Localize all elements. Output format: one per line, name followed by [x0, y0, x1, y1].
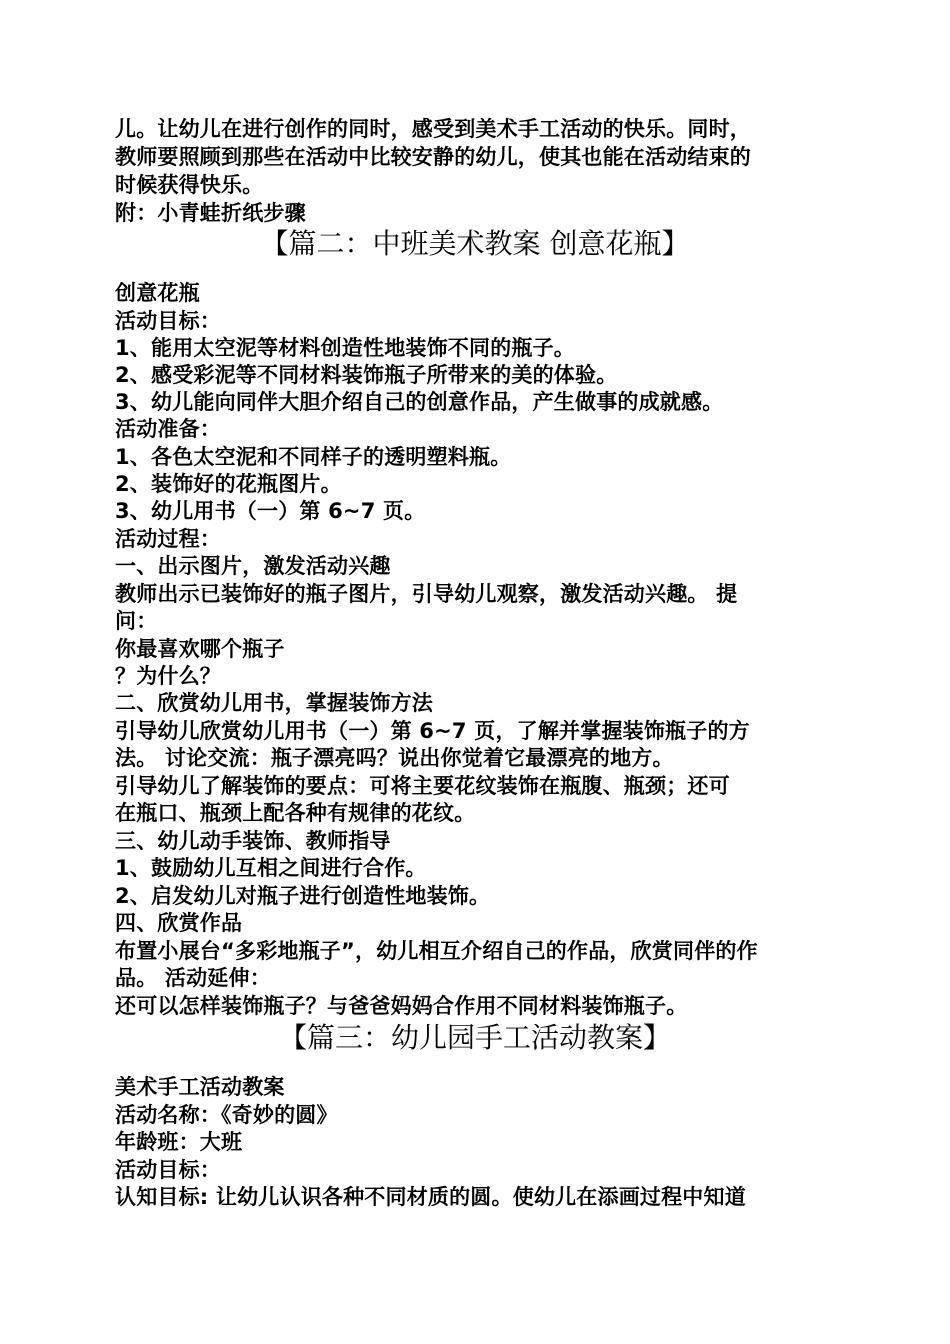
text-line: 教师要照顾到那些在活动中比较安静的幼儿，使其也能在活动结束的: [115, 145, 751, 169]
text-line: 年龄班：大班: [115, 1130, 243, 1154]
text-line: 你最喜欢哪个瓶子: [115, 637, 285, 661]
text-line: 活动过程：: [115, 527, 221, 551]
text-line: 创意花瓶: [115, 281, 200, 305]
text-line: 活动准备：: [115, 417, 221, 441]
text-line: 二、欣赏幼儿用书，掌握装饰方法: [115, 691, 433, 715]
text-line: 活动目标：: [115, 1158, 221, 1182]
text-line: 活动名称：《奇妙的圆》: [115, 1103, 338, 1127]
section-heading: 【篇三：幼儿园手工活动教案】: [278, 1021, 671, 1054]
text-line: 三、幼儿动手装饰、教师指导: [115, 829, 391, 853]
text-line: 美术手工活动教案: [115, 1075, 285, 1099]
text-line: 教师出示已装饰好的瓶子图片，引导幼儿观察，激发活动兴趣。 提: [115, 582, 738, 606]
text-line: 附：小青蛙折纸步骤: [115, 201, 306, 225]
text-line: 四、欣赏作品: [115, 911, 243, 935]
section-heading: 【篇二：中班美术教案 创意花瓶】: [260, 227, 690, 260]
text-line: 2、启发幼儿对瓶子进行创造性地装饰。: [115, 884, 491, 908]
text-line: 时候获得快乐。: [115, 173, 264, 197]
text-line: 3、幼儿用书（一）第 6~7 页。: [115, 499, 426, 523]
text-line: 1、能用太空泥等材料创造性地装饰不同的瓶子。: [115, 336, 576, 360]
text-line: 儿。让幼儿在进行创作的同时，感受到美术手工活动的快乐。同时，: [115, 117, 751, 141]
text-line: 引导幼儿欣赏幼儿用书（一）第 6~7 页，了解并掌握装饰瓶子的方: [115, 719, 750, 743]
text-line: 2、装饰好的花瓶图片。: [115, 472, 342, 496]
text-line: 3、幼儿能向同伴大胆介绍自己的创意作品，产生做事的成就感。: [115, 390, 724, 414]
text-line: 2、感受彩泥等不同材料装饰瓶子所带来的美的体验。: [115, 363, 618, 387]
text-line: 认知目标: 让幼儿认识各种不同材质的圆。使幼儿在添画过程中知道: [115, 1185, 746, 1209]
text-line: 问：: [115, 609, 158, 633]
text-line: ？为什么？: [115, 664, 221, 688]
text-line: 1、各色太空泥和不同样子的透明塑料瓶。: [115, 445, 512, 469]
text-line: 法。 讨论交流：瓶子漂亮吗？说出你觉着它最漂亮的地方。: [115, 746, 674, 770]
text-line: 布置小展台“多彩地瓶子”，幼儿相互介绍自己的作品，欣赏同伴的作: [115, 939, 758, 963]
text-line: 一、出示图片，激发活动兴趣: [115, 554, 391, 578]
text-line: 还可以怎样装饰瓶子？与爸爸妈妈合作用不同材料装饰瓶子。: [115, 994, 688, 1018]
text-line: 品。 活动延伸：: [115, 966, 271, 990]
text-line: 在瓶口、瓶颈上配各种有规律的花纹。: [115, 801, 476, 825]
text-line: 活动目标：: [115, 309, 221, 333]
text-line: 引导幼儿了解装饰的要点：可将主要花纹装饰在瓶腹、瓶颈；还可: [115, 774, 730, 798]
text-line: 1、鼓励幼儿互相之间进行合作。: [115, 856, 427, 880]
